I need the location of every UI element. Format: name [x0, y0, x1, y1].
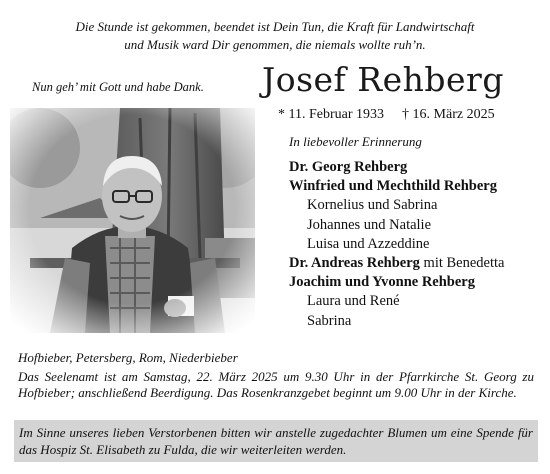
mourner-row: Johannes und Natalie	[307, 216, 432, 233]
portrait-photo	[10, 108, 255, 333]
places-line: Hofbieber, Petersberg, Rom, Niederbieber	[18, 350, 238, 365]
life-dates	[278, 107, 495, 123]
mourner-name: Dr. Andreas Rehberg	[289, 255, 420, 272]
mourner-row: Laura und René	[307, 293, 400, 310]
mourner-companion: mit Benedetta	[419, 255, 505, 272]
mourner-row	[289, 254, 504, 273]
memory-heading: In liebevoller Erinnerung	[289, 134, 422, 149]
death-date: † 16. März 2025	[402, 107, 495, 122]
mourners-list	[289, 158, 504, 331]
mourner-row: Winfried und Mechthild Rehberg	[289, 178, 497, 195]
farewell-line: Nun geh’ mit Gott und habe Dank.	[32, 80, 204, 94]
mourner-row: Kornelius und Sabrina	[307, 197, 438, 214]
mourner-row: Sabrina	[307, 312, 352, 329]
intro-verse-line-2: und Musik ward Dir genommen, die niemals wollte ruh’n.	[124, 37, 426, 52]
birth-date: * 11. Februar 1933	[278, 107, 385, 122]
deceased-name: Josef Rehberg	[262, 60, 504, 99]
intro-verse-line-1: Die Stunde ist gekommen, beendet ist Dein Tun, die Kraft für Landwirtschaft	[75, 19, 475, 34]
service-info: Das Seelenamt ist am Samstag, 22. März 2025 um 9.30 Uhr in der Pfarrkirche St. Georg zu Hofbieber; anschließend Beerdigung. Das Rosenkranzgebet beginnt um 9.00 Uhr in der Kirche.	[18, 369, 534, 400]
mourner-row: Dr. Georg Rehberg	[289, 159, 408, 175]
mourner-row: Joachim und Yvonne Rehberg	[289, 274, 475, 291]
mourner-row: Luisa und Azzeddine	[307, 235, 430, 252]
donation-notice: Im Sinne unseres lieben Verstorbenen bitten wir anstelle zugedachter Blumen um eine Spende für das Hospiz St. Elisabeth zu Fulda, die wir weiterleiten werden.	[14, 420, 538, 462]
intro-verse	[40, 18, 510, 54]
